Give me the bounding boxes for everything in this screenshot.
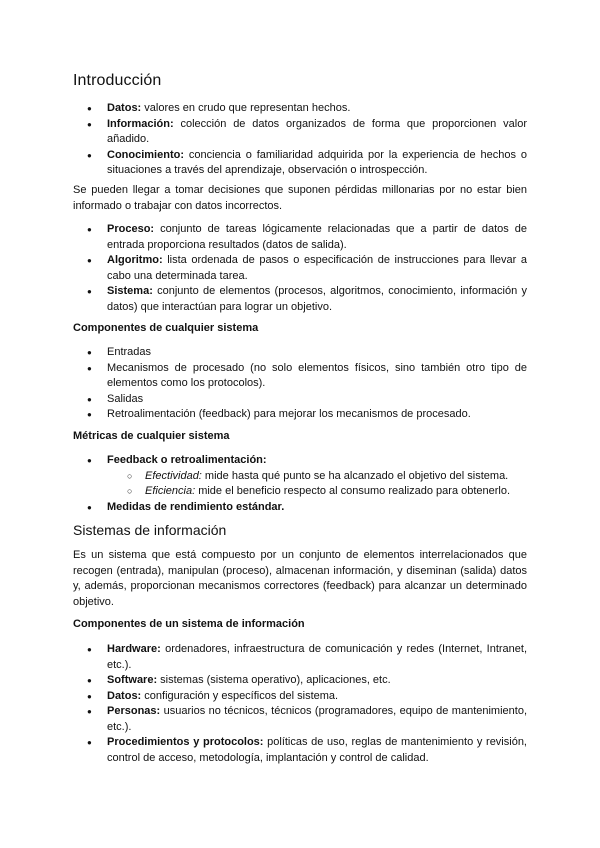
list-item [73,101,527,117]
definition: usuarios no técnicos, técnicos (programadores, equipo de mantenimiento, etc.). [107,705,527,733]
list-item [73,704,527,735]
list-item [73,148,527,179]
term: Conocimiento: [107,148,184,161]
definitions-list [73,101,527,179]
metrics-sublist [107,469,527,500]
definition: conjunto de tareas lógicamente relacionadas que a partir de datos de entrada proporciona resultados (datos de salida). [107,223,527,251]
list-item [73,500,527,516]
definitions-list-2 [73,222,527,315]
term: Datos: [107,689,142,702]
term: Software: [107,674,158,686]
definition: mide hasta qué punto se ha alcanzado el objetivo del sistema. [201,469,509,482]
term: Proceso: [107,223,155,235]
list-item [73,642,527,673]
definition: sistemas (sistema operativo), aplicaciones, etc. [157,674,391,686]
term: Sistema: [107,285,153,297]
list-item [73,117,527,148]
term: Información: [107,117,174,130]
sub-list-item [107,469,527,485]
definition: lista ordenada de pasos o especificación de instrucciones para llevar a cabo una determinada tarea. [107,254,527,282]
term: Algoritmo: [107,254,163,266]
definition: políticas de uso, reglas de mantenimiento y revisión, control de acceso, metodología, implantación y control de calidad. [107,736,527,764]
list-item [73,689,527,705]
definition: mide el beneficio respecto al consumo realizado para obtenerlo. [195,485,511,497]
term: Feedback o retroalimentación: [107,454,267,466]
metrics-list [73,453,527,515]
heading-componentes-si: Componentes de un sistema de información [73,618,305,630]
term: Hardware: [107,643,161,655]
is-components-list [73,642,527,766]
definition: colección de datos organizados de forma que proporcionen valor añadido. [107,117,527,145]
term: Procedimientos y protocolos: [107,736,264,748]
section-title-sistemas-informacion: Sistemas de información [73,522,227,538]
heading-metricas: Métricas de cualquier sistema [73,430,230,442]
list-item [73,253,527,284]
info-systems-paragraph: Es un sistema que está compuesto por un conjunto de elementos interrelacionados que recogen (entrada), manipulan (proceso), almacenan información, y diseminan (salida) datos y, además, proporcionan mecanismos correctores (feedback) para alcanzar un determinado objetivo. [73,549,527,608]
list-item: ● Entradas [73,345,527,361]
list-item: ● Salidas [73,392,527,408]
list-item [73,284,527,315]
definition: ordenadores, infraestructura de comunicación y redes (Internet, Intranet, etc.). [107,643,527,671]
heading-componentes: Componentes de cualquier sistema [73,322,259,334]
list-item [73,453,527,500]
term: Eficiencia: [145,485,196,497]
term: Medidas de rendimiento estándar. [107,500,285,513]
definition: configuración y específicos del sistema. [141,689,339,702]
intro-paragraph: Se pueden llegar a tomar decisiones que suponen pérdidas millonarias por no estar bien informado o trabajar con datos incorrectos. [73,184,527,212]
term: Efectividad: [145,469,202,482]
list-item: ● Retroalimentación (feedback) para mejorar los mecanismos de procesado. [73,407,527,423]
list-item [73,735,527,766]
definition: conciencia o familiaridad adquirida por la experiencia de hechos o situaciones a través del aprendizaje, observación o introspección. [107,148,527,176]
definition: valores en crudo que representan hechos. [141,102,351,114]
definition: conjunto de elementos (procesos, algoritmos, conocimiento, información y datos) que interactúan para lograr un objetivo. [107,285,527,313]
list-item [73,222,527,253]
term: Datos: [107,102,142,114]
section-title-introduccion: Introducción [73,72,162,89]
term: Personas: [107,705,161,717]
list-item: ● Mecanismos de procesado (no solo elementos físicos, sino también otro tipo de elementos como los protocolos). [73,361,527,392]
list-item [73,673,527,689]
components-list [73,345,527,423]
sub-list-item [107,484,527,500]
